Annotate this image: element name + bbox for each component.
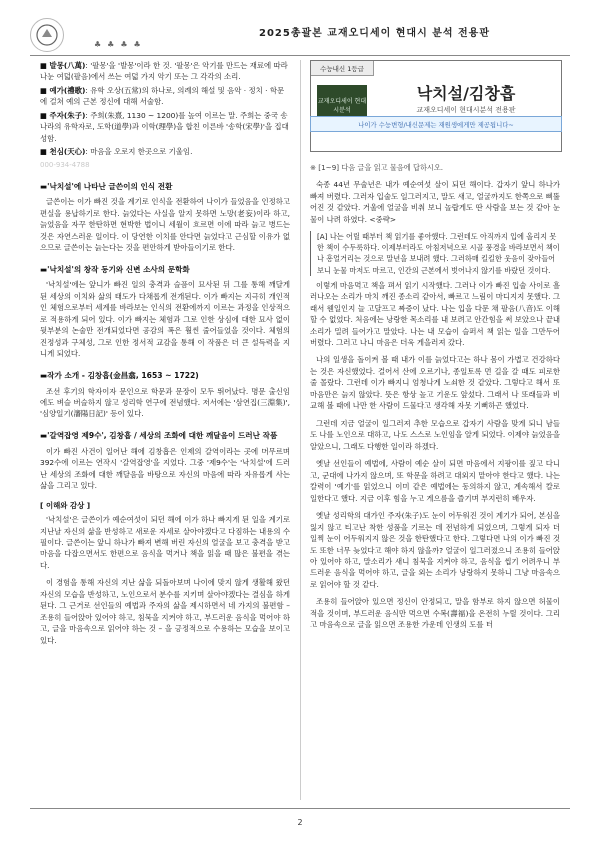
section-body: 글쓴이는 이가 빠진 것을 계기로 인식을 전환하여 나이가 들었음을 인정하고 편실을 용납하기로 한다. 늙었다는 사실을 알지 못하면 노망(老妄)이라 하고, 늙었음을 자꾸 한탄하면 현박한 법이니 세월이 흐르면 이에 따라 늙고 병드는 것은 자연스러운 일이다. 이 당연한 이치를 안다면 늙었다고 근심할 이유가 없으므로 글쓴이는 늙는다는 것을 편안하게 받아들이기로 한다. <box>40 197 290 253</box>
passage-text: 옛날 선인들이 예법에, 사람이 예순 살이 되면 마음에서 지팡이를 짚고 다니고, 군대에 나가지 않으며, 또 학문을 하려고 대외지 맡아야 한다고 했다. 나는 칼력이 '예기'를 읽었으니 이미 같은 예법에는 동의하지 않고, 계속해서 칼로 일한다고 했다. 지금 이후 힘을 누고 게으름을 즐기며 부지런히 배우자. <box>310 459 560 503</box>
column-divider <box>300 60 301 800</box>
series-tag: 교재오디세이 현대시분석 <box>317 85 367 125</box>
deco-icon: ♣ <box>94 40 102 49</box>
grade-tab: 수능내신 1등급 <box>311 61 374 76</box>
term-list <box>40 60 290 158</box>
instruction: ※ [1~9] 다음 글을 읽고 물음에 답하시오. <box>310 163 444 172</box>
term-item: ■ 발몽(八萬): '팔몽'을 '발몽'이라 한 것. '팔몽'은 악기를 만드는 재료에 따라 나눈 여덟(팔음)에서 쓰는 여덟 가지 악기 또는 그 각각의 소리. <box>40 61 288 82</box>
section-heading: ▬'낙치설'에 나타난 글쓴이의 인식 전환 <box>40 181 173 191</box>
passage-text: 그런데 지금 얼굴이 일그러져 추한 모습으로 갑자기 사람을 맞게 되니 남들도 나를 노인으로 대하고, 나도 스스로 노인임을 알게 되었다. 이제야 늙었음을 알았으니, 그래도 다행한 일이라 하겠다. <box>310 418 560 451</box>
deco-icon: ♣ <box>133 40 141 49</box>
deco-icon: ♣ <box>107 40 115 49</box>
title-box <box>310 60 562 152</box>
watermark: 000-934-4788 <box>40 160 90 169</box>
logo-icon <box>30 18 64 52</box>
section-body: 이가 빠진 사건이 일어난 해에 김창흡은 인제의 갈역이라는 곳에 머무르며 392수에 이르는 연작시 '갈역잡영'을 지었다. 그중 '제9수'는 '낙치설'에 드러난 세상의 조화에 대한 깨달음을 바탕으로 자신의 마음에 따라 자유롭게 사는 삶을 그리고 있다. <box>40 446 290 491</box>
left-column <box>40 60 290 652</box>
header-decoration <box>94 40 214 52</box>
section-body: 이 경험을 통해 자신의 지난 삶을 되돌아보며 나이에 맞지 않게 생활해 왔던 자신의 모습을 반성하고, 노인으로서 분수를 지키며 살아야겠다는 결심을 하게 된다. 그 근거로 선인들의 예법과 주자의 삶을 제시하면서 네 가지의 불편함 – 조용히 들어앉아 있어야 하고, 침묵을 지켜야 하고, 부드러운 음식을 먹어야 하고, 글을 마음속으로 읽어야 하는 것 – 을 긍정적으로 수용하는 모습을 보이고 있다. <box>40 578 290 645</box>
passage-text: 조용히 들어앉아 있으면 정신이 안정되고, 말을 함부로 하지 않으면 허물이 적을 것이며, 부드러운 음식만 먹으면 수복(壽福)을 온전히 누릴 것이다. 그리고 마음속으로 글을 읽으면 조용한 가운데 인생의 도를 터 <box>310 597 560 630</box>
term-item: ■ 주자(朱子): 주희(朱熹, 1130 ~ 1200)를 높여 이르는 말. 주희는 중국 송나라의 유학자로, 도학(道學)과 이학(理學)을 합친 이른바 '송학(宋學)'을 집대성함. <box>40 110 289 143</box>
term-item: ■ 예가(禮歌): 유학 오상(五常)의 하나로, 의례의 해설 및 음악 · 정치 · 학문에 걸쳐 예의 근본 정신에 대해 서술함. <box>40 85 285 107</box>
section-body: '낙치설'에는 앞니가 빠진 일의 충격과 슬픔이 묘사된 뒤 그를 통해 깨달게 된 세상의 이치와 삶의 태도가 다채롭게 전개된다. 이가 빠지는 지극히 개인적인 체험으로부터 세계를 바라보는 인식의 전환에까지 이르는 과정을 인상적으로 적용하게 되어 있다. 이가 빠지는 체험과 그로 인한 상심에 대한 묘사 없이 뒷부분의 논술만 전개되었다면 공감의 폭은 훨씬 줄어들었을 것이다. 체험의 진정성과 구체성, 그로 인한 정서적 교감을 통해 이 작품은 더 큰 설득력을 지니게 되었다. <box>40 280 290 359</box>
passage-text: 나의 일생을 돌이켜 볼 때 내가 이를 늙었다고는 하나 몸이 가볍고 건강하다는 것은 자신했었다. 걸어서 산에 오르기나, 종일토록 먼 길을 갈 때도 피로한 줄 몰랐다. 그런데 이가 빠지니 엄청나게 노쇠한 것 같았다. 그렇다고 해서 또 마음만은 늙지 않았다. 뜻은 항상 높고 기운도 앞섰다. 그래서 나 또래들과 비교해 볼 때에 나만 한 사람이 드물다고 생각해 자못 기뻐하곤 했었다. <box>310 355 560 411</box>
section-heading: [ 이해와 감상 ] <box>40 500 91 510</box>
passage-text: 이렇게 마음먹고 책을 펴서 읽기 시작했다. 그러나 이가 빠진 입술 사이로 흘러나오는 소리가 마치 깨진 종소리 같아서, 빠르고 느림이 마디지지 못했다. 그래서 웬일인지 늘 고달프고 짜증이 났다. 나는 입을 다문 채 팔음(八音)도 이해할 수 없었다. 처음에는 낭랑한 목소리를 내 보려고 안간힘을 써 보았으나 끝내 소리가 밀려 들어가고 말았다. 나는 내 모습이 슬퍼서 책 읽는 일을 그만두어 버렸다. 그러고 나니 마음은 더욱 게을러져 갔다. <box>310 280 560 347</box>
right-column <box>310 162 560 637</box>
quote-block <box>310 231 560 276</box>
section-body: '낙치설'은 글쓴이가 예순여섯이 되던 해에 이가 하나 빠지게 된 일을 계기로 지난날 자신의 삶을 반성하고 새로운 자세로 살아야겠다고 다짐하는 내용의 수필이다. 글쓴이는 앞니 하나가 빠져 변해 버린 자신의 얼굴을 보고 충격을 받고 마음을 다잡으면서도 한편으로 음식을 먹거나 책을 읽을 때 많은 불편을 겪는다. <box>40 515 290 570</box>
passage-text: 숙종 44년 무술년은 내가 예순여섯 살이 되던 해이다. 갑자기 앞니 하나가 빠져 버렸다. 그러자 입술도 일그러지고, 말도 새고, 얼굴까지도 한쪽으로 삐뚤어진 것 같았다. 거울에 얼굴을 비춰 보니 놀랍게도 딴 사람을 보는 것 같아 눈물이 나려 하였다. <중략> <box>310 180 560 224</box>
work-subtitle: 교재오디세이 현대시분석 전용판 <box>416 106 516 114</box>
section-heading: ▬작가 소개 - 김창흡(金昌翕, 1653 ~ 1722) <box>40 370 199 380</box>
notice-banner: 나이가 수능변형/내신문제는 재원생에게만 제공됩니다~ <box>310 116 562 132</box>
page-title: 2025총괄본 교재오디세이 현대시 분석 전용판 <box>259 28 490 39</box>
work-title: 낙치설/김창흡 <box>416 84 516 103</box>
deco-icon: ♣ <box>120 40 128 49</box>
section-heading: ▬'낙치설'의 창작 동기와 신변 소사의 문학화 <box>40 264 190 274</box>
quote-label: [A] <box>317 232 328 242</box>
section-heading: ▬'갈역잡영 제9수', 김창흡 / 세상의 조화에 대한 깨달음이 드러난 작품 <box>40 430 278 440</box>
page-number: 2 <box>297 818 303 827</box>
divider <box>30 808 570 809</box>
quote-text: 나는 어릴 때부터 책 읽기를 좋아했다. 그런데도 아직까지 입에 올리지 못한 책이 수두룩하다. 이제부터라도 아침저녁으로 시골 풍경을 바라보면서 책이나 흥얼거리는 것으로 말년을 보내려 했다. 그러하매 킬킬한 웃음이 잦아들어 보니 눈물 마저도 마르고, 인간의 근본에서 벗어나지 않기를 바랐던 것이다. <box>317 232 560 275</box>
term-item: ■ 천심(天心): 마음을 오로지 한곳으로 기울임. <box>40 147 193 157</box>
header <box>30 18 570 54</box>
passage-text: 옛날 성리학의 대가인 주자(朱子)도 눈이 어두워진 것이 계기가 되어, 본심을 잃지 않고 티고난 착한 성품을 기르는 데 전념하게 되었으며, 그렇게 되자 더 일찍 눈이 어두워지지 않은 것을 한탄했다고 한다. 그렇다면 나의 이가 빠진 것도 또한 너무 늦었다고 해야 하지 않을까? 얼굴이 일그러졌으니 조용히 들어앉아 있어야 하고, 말소리가 새니 침묵을 지켜야 하고, 음식을 씹기 어려우니 부드러운 음식을 먹어야 하고, 글을 외는 소리가 낭랑하지 못하니 그냥 마음속으로 읽어야 할 것 같다. <box>310 511 560 589</box>
section-body: 조선 후기의 학자이자 문인으로 학문과 문장이 모두 뛰어났다. 명문 출신임에도 벼슬 버슬하지 않고 성리학 연구에 전념했다. 저서에는 '삼연집(三淵集)', '심양일기(瀋陽日記)' 등이 있다. <box>40 386 290 419</box>
divider <box>30 55 570 56</box>
